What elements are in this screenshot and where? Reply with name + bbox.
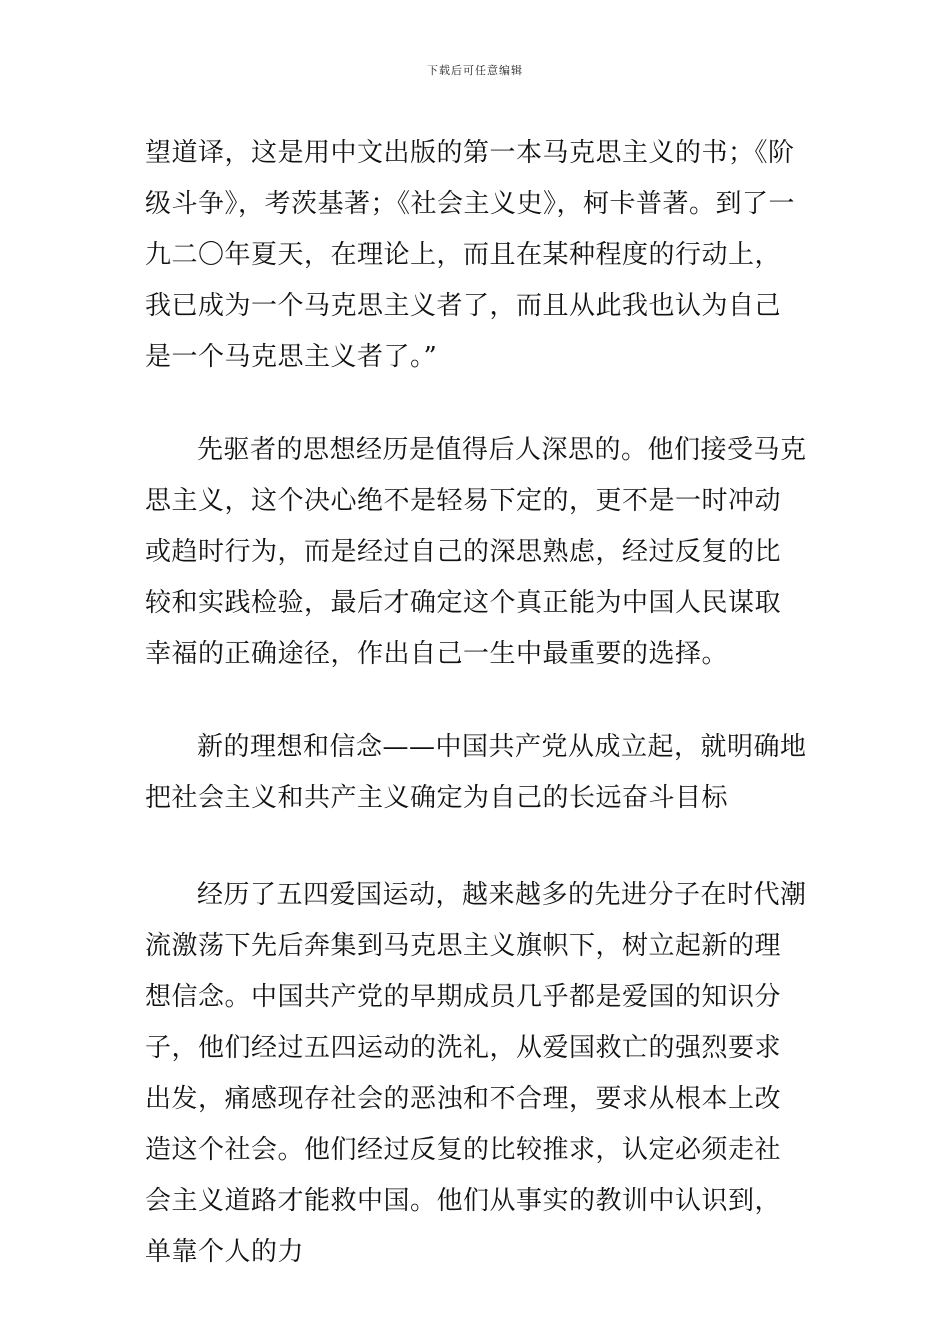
paragraph-continuation (145, 128, 807, 383)
paragraph-text: 先驱者的思想经历是值得后人深思的。他们接受马克思主义，这个决心绝不是轻易下定的，更不是一时冲动或趋时行为，而是经过自己的深思熟虑，经过反复的比较和实践检验，最后才确定这个真正能为中国人民谋取幸福的正确途径，作出自己一生中最重要的选择。 (145, 435, 807, 669)
page-header: 下载后可任意编辑 (427, 64, 523, 77)
paragraph-text: 经历了五四爱国运动，越来越多的先进分子在时代潮流激荡下先后奔集到马克思主义旗帜下，树立起新的理想信念。中国共产党的早期成员几乎都是爱国的知识分子，他们经过五四运动的洗礼，从爱国救亡的强烈要求出发，痛感现存社会的恶浊和不合理，要求从根本上改造这个社会。他们经过反复的比较推求，认定必须走社会主义道路才能救中国。他们从事实的教训中认识到，单靠个人的力 (145, 880, 807, 1267)
paragraph (145, 870, 807, 1278)
paragraph-text: 望道译，这是用中文出版的第一本马克思主义的书；《阶级斗争》，考茨基著；《社会主义史》，柯卡普著。到了一九二〇年夏天，在理论上，而且在某种程度的行动上，我已成为一个马克思主义者了，而且从此我也认为自己是一个马克思主义者了。” (145, 138, 796, 372)
section-heading-text: 新的理想和信念——中国共产党从成立起，就明确地把社会主义和共产主义确定为自己的长远奋斗目标 (145, 732, 807, 813)
paragraph (145, 425, 807, 680)
section-heading (145, 722, 807, 824)
